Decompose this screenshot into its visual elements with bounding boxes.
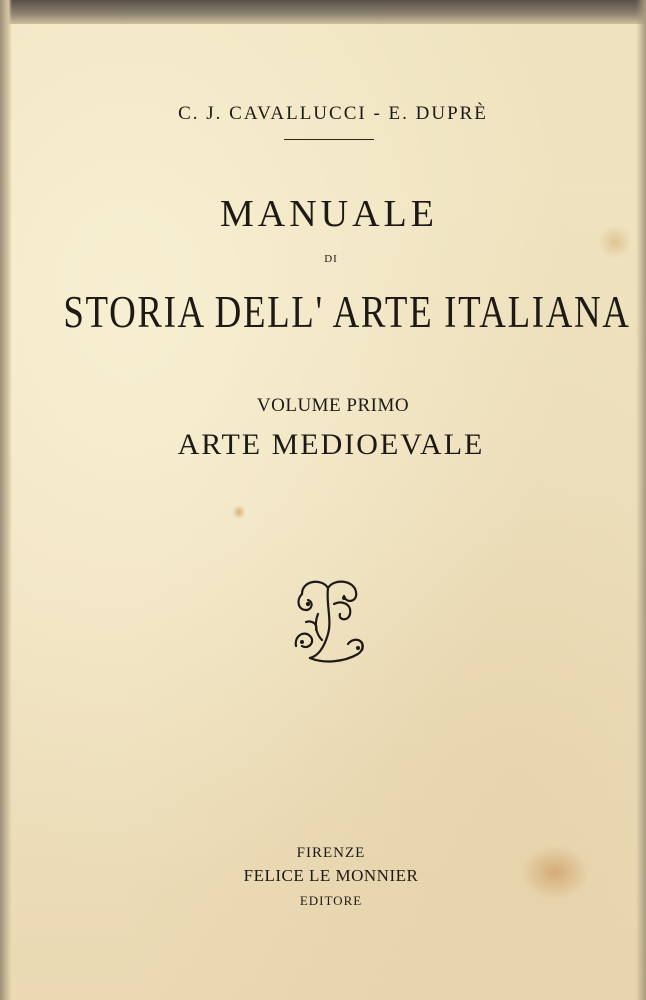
authors: C. J. CAVALLUCCI - E. DUPRÈ xyxy=(178,103,488,124)
volume-subtitle: ARTE MEDIOEVALE xyxy=(177,428,485,461)
title-line-1: MANUALE xyxy=(220,193,438,235)
imprint-role: EDITORE xyxy=(299,893,363,908)
imprint-publisher: FELICE LE MONNIER xyxy=(243,866,419,885)
title-connector: DI xyxy=(324,253,338,265)
page-top-edge xyxy=(0,0,646,24)
publisher-monogram-icon xyxy=(288,574,372,670)
volume-label: VOLUME PRIMO xyxy=(256,395,410,416)
divider-rule xyxy=(284,139,374,140)
title-line-2: STORIA DELL' ARTE ITALIANA xyxy=(63,287,631,337)
foxing-stain xyxy=(232,505,246,519)
imprint-city: FIRENZE xyxy=(296,845,366,861)
